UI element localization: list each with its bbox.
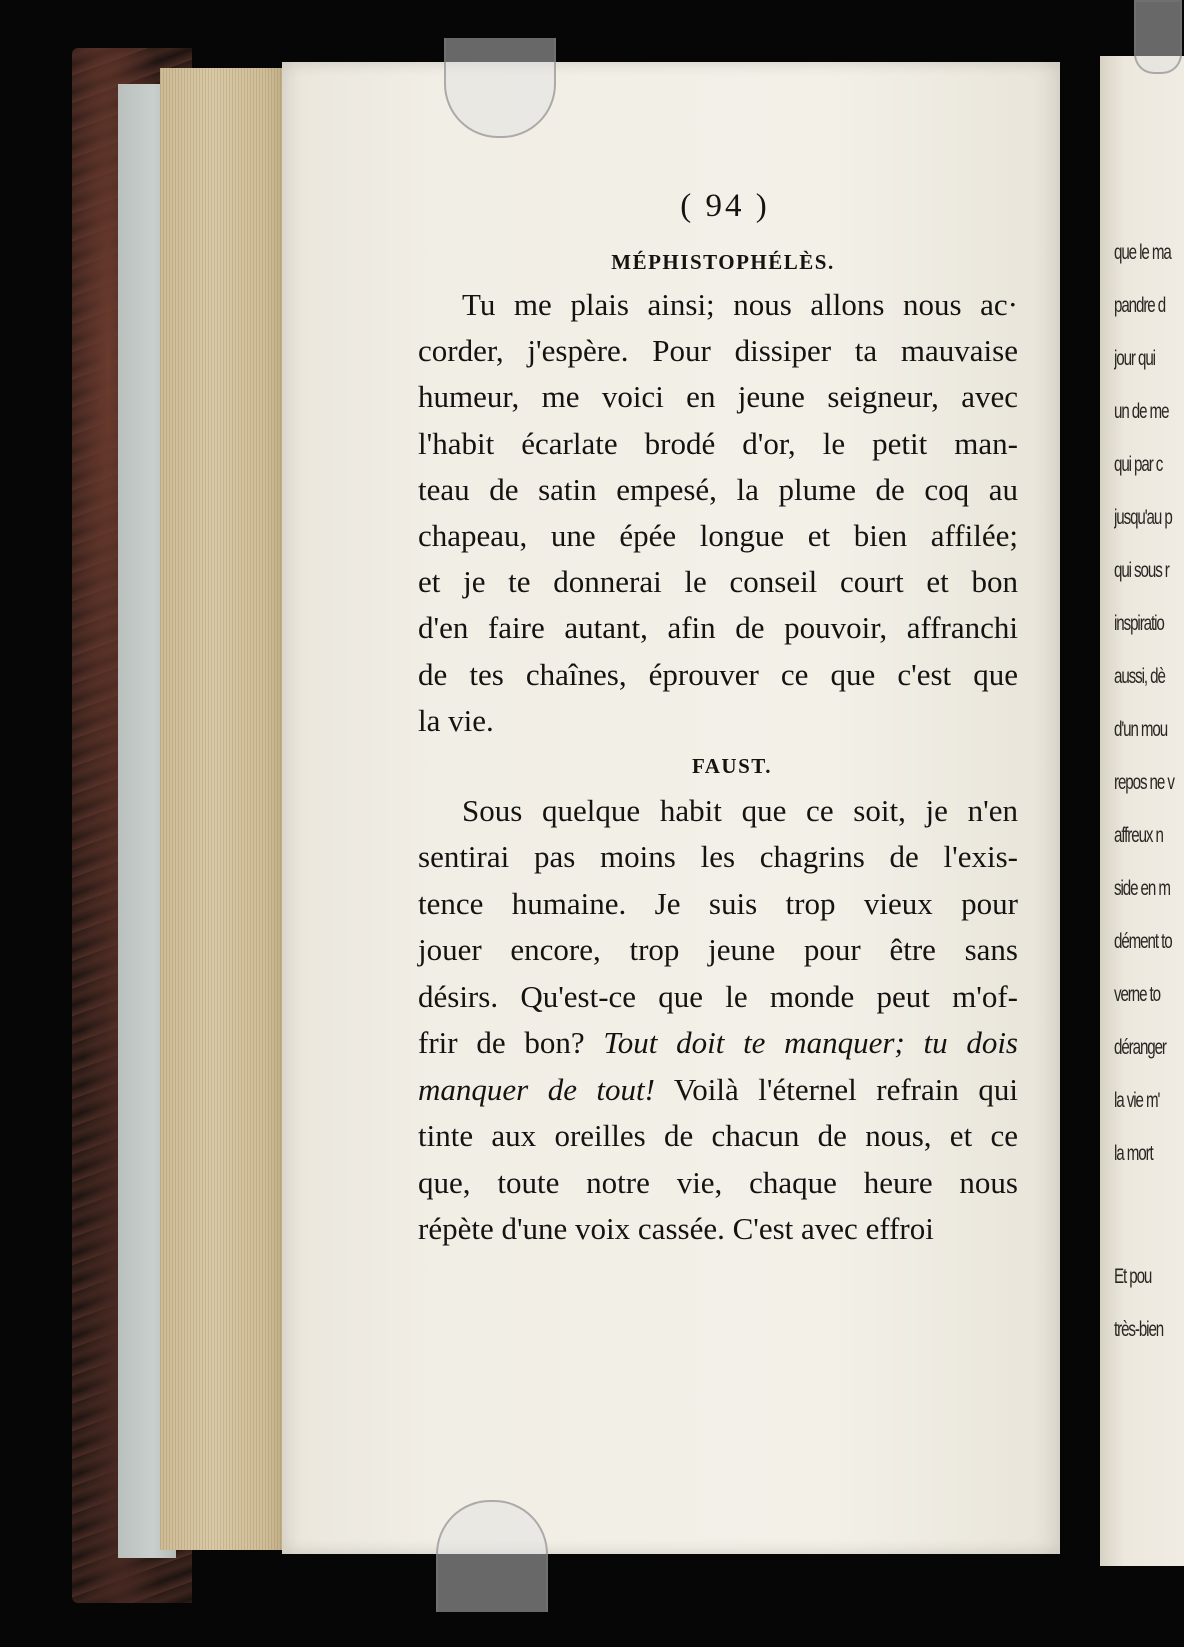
facing-page-line: aussi, dè <box>1114 665 1165 688</box>
text-line: et je te donnerai le conseil court et bon <box>418 564 1018 600</box>
facing-page-line: déranger <box>1114 1036 1166 1059</box>
page-clip-right <box>1134 0 1182 74</box>
facing-page-line: jour qui <box>1114 347 1155 370</box>
page-edges <box>160 68 292 1550</box>
text-line <box>418 1067 1018 1114</box>
facing-page-line: qui par c <box>1114 453 1163 476</box>
facing-page-line: jusqu'au p <box>1114 506 1172 529</box>
facing-page-line: dément to <box>1114 930 1172 953</box>
facing-page-line: d'un mou <box>1114 718 1168 741</box>
facing-page-line: très-bien <box>1114 1318 1164 1341</box>
text-line: Sous quelque habit que ce soit, je n'en <box>462 792 1018 828</box>
facing-page-line: un de me <box>1114 400 1169 423</box>
facing-page-text <box>1114 226 1184 1356</box>
paragraph <box>418 788 1018 1253</box>
text-line: sentirai pas moins les chagrins de l'exis- <box>418 839 1018 875</box>
facing-page-line: la vie m' <box>1114 1089 1160 1112</box>
page-clip-top <box>444 38 556 138</box>
text-line: de tes chaînes, éprouver ce que c'est que <box>418 656 1018 692</box>
text-segment: frir de bon? <box>418 1025 585 1061</box>
text-line: jouer encore, trop jeune pour être sans <box>418 932 1018 968</box>
speaker-heading: MÉPHISTOPHÉLÈS. <box>611 250 835 274</box>
text-line: humeur, me voici en jeune seigneur, avec <box>418 379 1018 415</box>
facing-page-line: inspiratio <box>1114 612 1164 635</box>
text-line: la vie. <box>418 702 494 738</box>
page-clip-bottom <box>436 1500 548 1612</box>
text-line: Tu me plais ainsi; nous allons nous ac· <box>462 287 1018 322</box>
text-line: teau de satin empesé, la plume de coq au <box>418 471 1018 507</box>
page-number: ( 94 ) <box>680 188 770 224</box>
text-line: répète d'une voix cassée. C'est avec effroi <box>418 1211 934 1247</box>
facing-page-line: repos ne v <box>1114 771 1174 794</box>
text-line: chapeau, une épée longue et bien affilée; <box>418 517 1018 553</box>
text-line: l'habit écarlate brodé d'or, le petit man- <box>418 425 1018 461</box>
text-line: tinte aux oreilles de chacun de nous, et ce <box>418 1118 1018 1154</box>
speaker-heading: FAUST. <box>692 753 772 778</box>
facing-page-line: qui sous r <box>1114 559 1169 582</box>
paragraph <box>418 282 1018 744</box>
facing-page-line: que le ma <box>1114 241 1171 264</box>
text-segment: Voilà l'éternel refrain qui <box>673 1071 1018 1107</box>
facing-page-line: affreux n <box>1114 824 1163 847</box>
page-text <box>418 188 1018 1253</box>
text-line: d'en faire autant, afin de pouvoir, affranchi <box>418 610 1018 646</box>
text-line: désirs. Qu'est-ce que le monde peut m'of- <box>418 978 1018 1014</box>
facing-page-line: side en m <box>1114 877 1170 900</box>
facing-page-gap <box>1114 1180 1164 1250</box>
text-line: corder, j'espère. Pour dissiper ta mauvaise <box>418 333 1018 369</box>
italic-segment: Tout doit te manquer; tu dois <box>603 1025 1018 1061</box>
text-line: tence humaine. Je suis trop vieux pour <box>418 885 1018 921</box>
facing-page-line: pandre d <box>1114 294 1166 317</box>
facing-page-line: la mort <box>1114 1142 1153 1165</box>
text-line <box>418 1020 1018 1067</box>
facing-page-line: verne to <box>1114 983 1161 1006</box>
text-line: que, toute notre vie, chaque heure nous <box>418 1164 1018 1200</box>
italic-segment: manquer de tout! <box>418 1071 655 1107</box>
facing-page-line: Et pou <box>1114 1265 1152 1288</box>
